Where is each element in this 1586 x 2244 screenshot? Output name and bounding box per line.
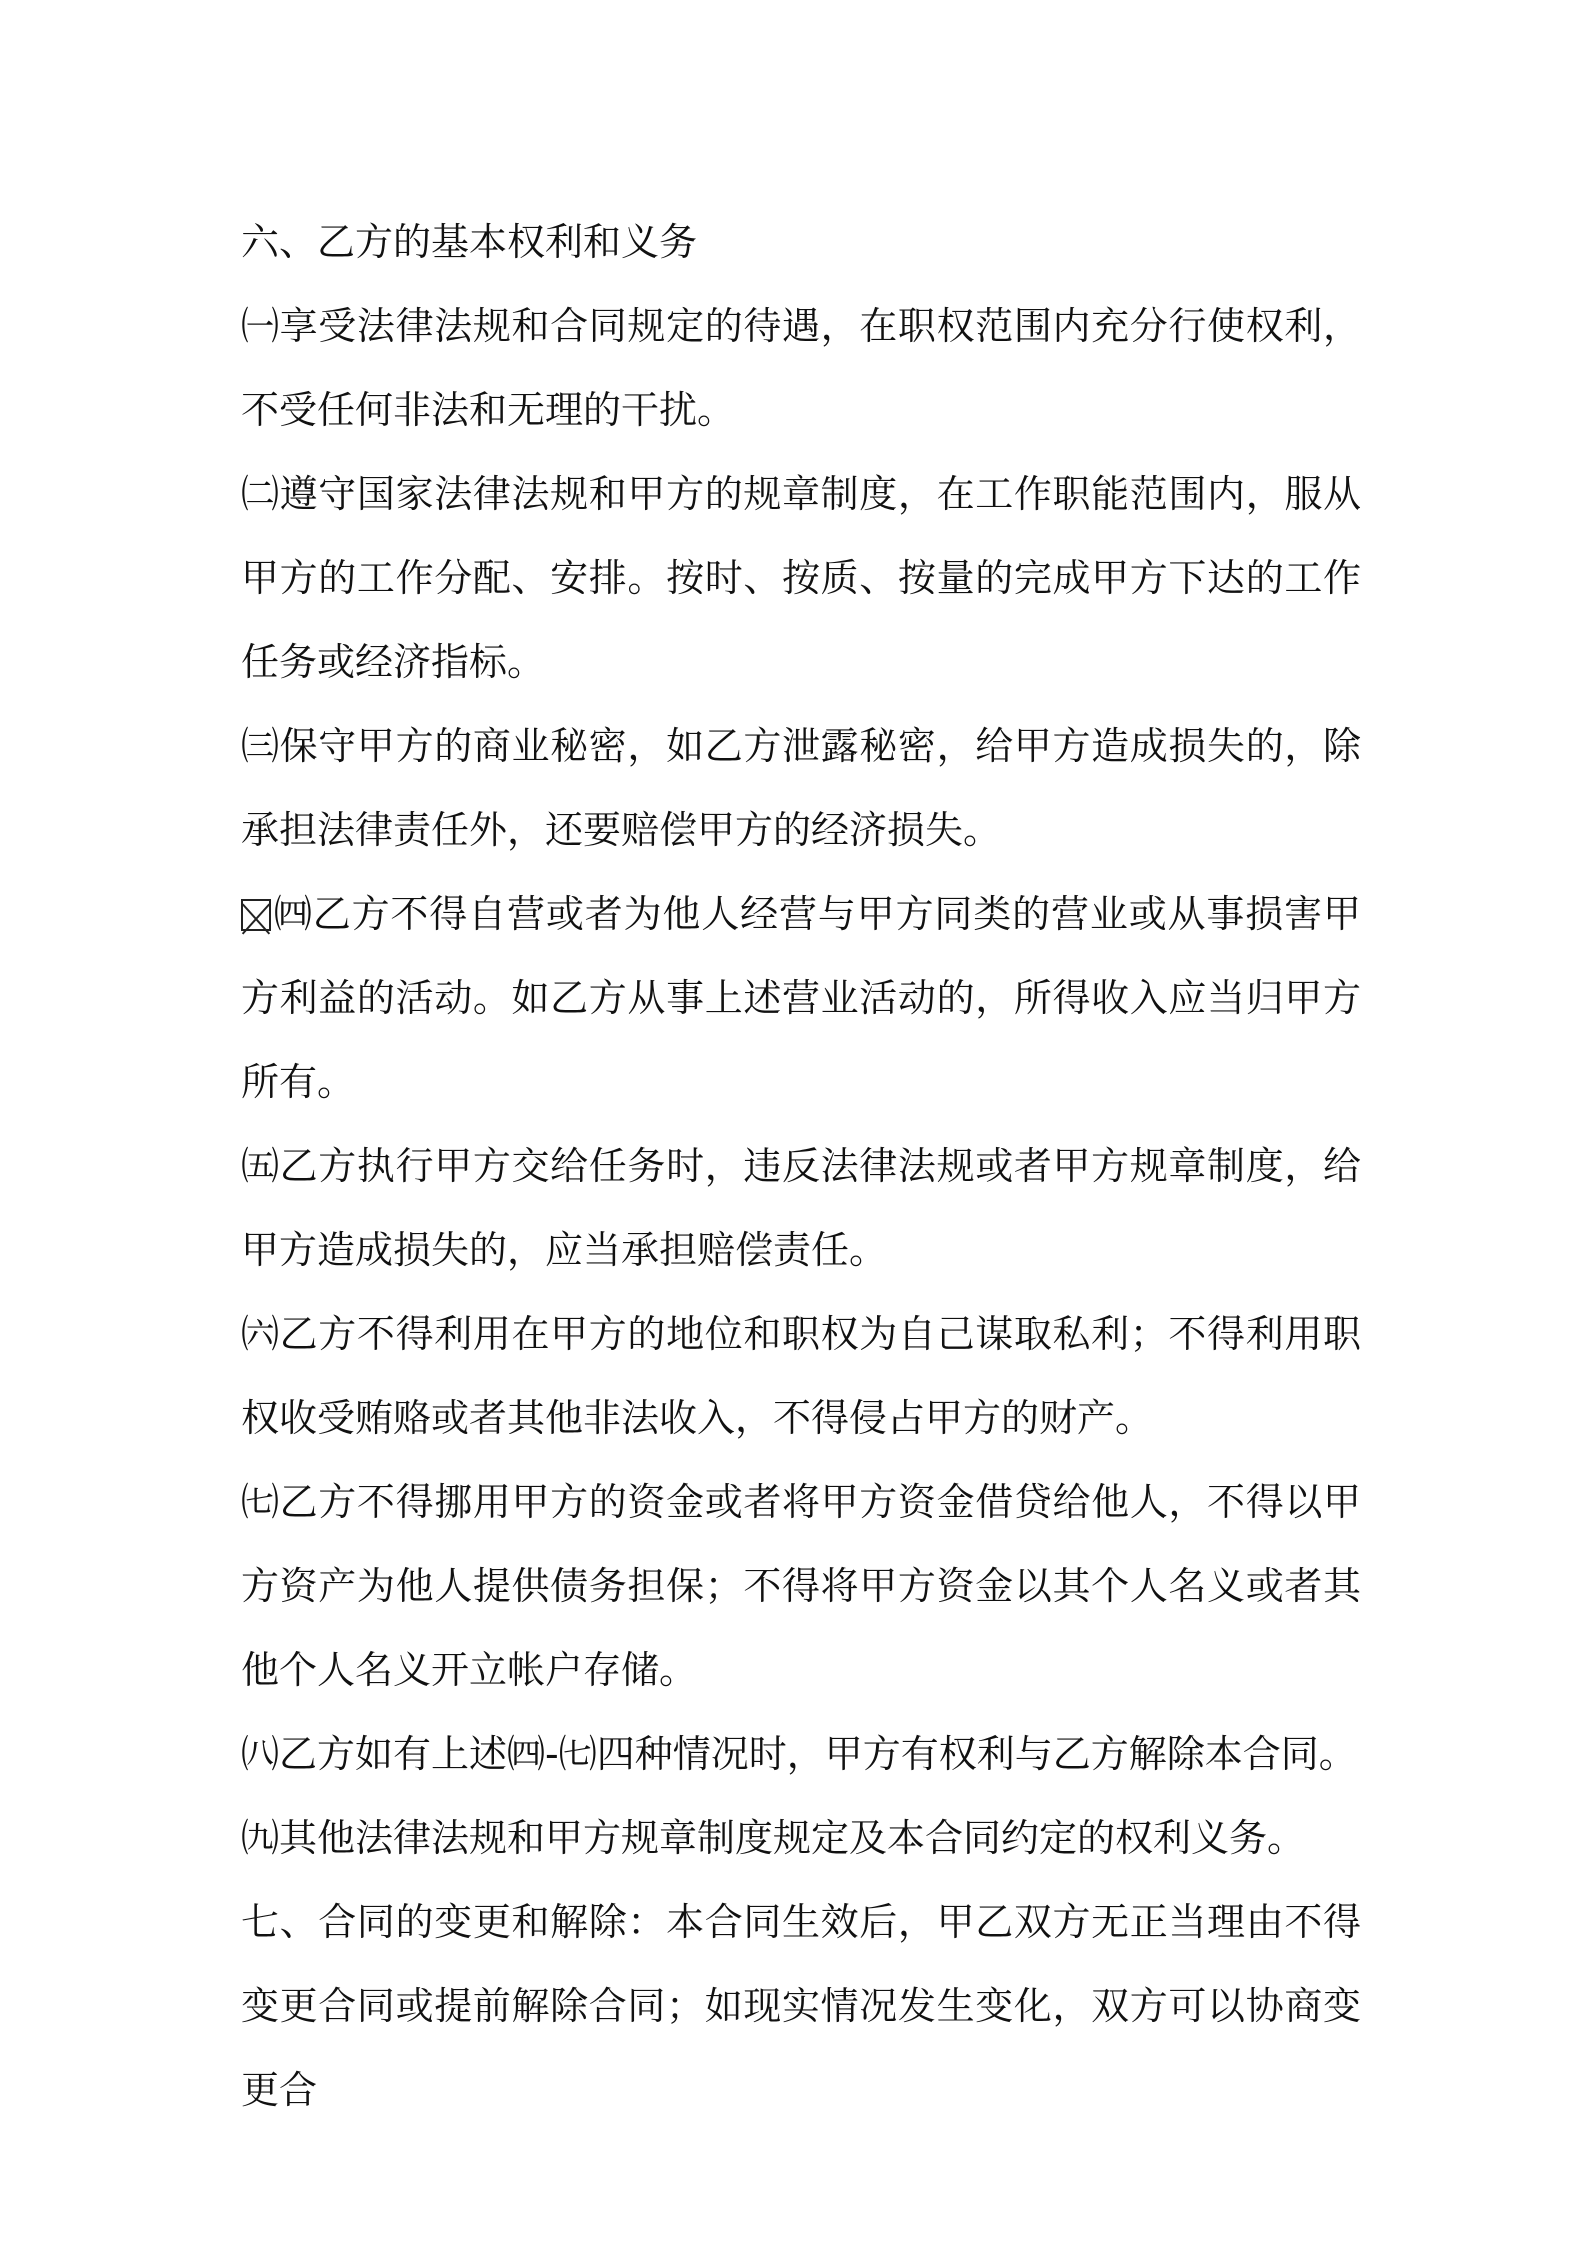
clause-5: ㈤乙方执行甲方交给任务时，违反法律法规或者甲方规章制度，给甲方造成损失的，应当承担赔偿责任。 <box>241 1144 1361 1272</box>
clause-7: ㈦乙方不得挪用甲方的资金或者将甲方资金借贷给他人，不得以甲方资产为他人提供债务担保；不得将甲方资金以其个人名义或者其他个人名义开立帐户存储。 <box>241 1480 1361 1692</box>
clause-3: ㈢保守甲方的商业秘密，如乙方泄露秘密，给甲方造成损失的，除承担法律责任外，还要赔偿甲方的经济损失。 <box>241 724 1361 852</box>
clause-8: ㈧乙方如有上述㈣-㈦四种情况时，甲方有权利与乙方解除本合同。 <box>241 1732 1357 1776</box>
clause-2: ㈡遵守国家法律法规和甲方的规章制度，在工作职能范围内，服从甲方的工作分配、安排。按时、按质、按量的完成甲方下达的工作任务或经济指标。 <box>241 472 1361 684</box>
clause-6: ㈥乙方不得利用在甲方的地位和职权为自己谋取私利；不得利用职权收受贿赂或者其他非法收入，不得侵占甲方的财产。 <box>241 1312 1361 1440</box>
clause-1: ㈠享受法律法规和合同规定的待遇，在职权范围内充分行使权利，不受任何非法和无理的干扰。 <box>241 304 1361 432</box>
clause-4 <box>241 872 1361 1124</box>
section-heading-6: 六、乙方的基本权利和义务 <box>241 220 698 264</box>
crossed-box-icon <box>241 899 271 931</box>
clause-4-text: ㈣乙方不得自营或者为他人经营与甲方同类的营业或从事损害甲方利益的活动。如乙方从事上述营业活动的，所得收入应当归甲方所有。 <box>241 892 1361 1104</box>
clause-9: ㈨其他法律法规和甲方规章制度规定及本合同约定的权利义务。 <box>241 1816 1306 1860</box>
document-body <box>241 200 1361 2132</box>
section-heading-7: 七、合同的变更和解除：本合同生效后，甲乙双方无正当理由不得变更合同或提前解除合同；如现实情况发生变化，双方可以协商变更合 <box>241 1900 1361 2112</box>
